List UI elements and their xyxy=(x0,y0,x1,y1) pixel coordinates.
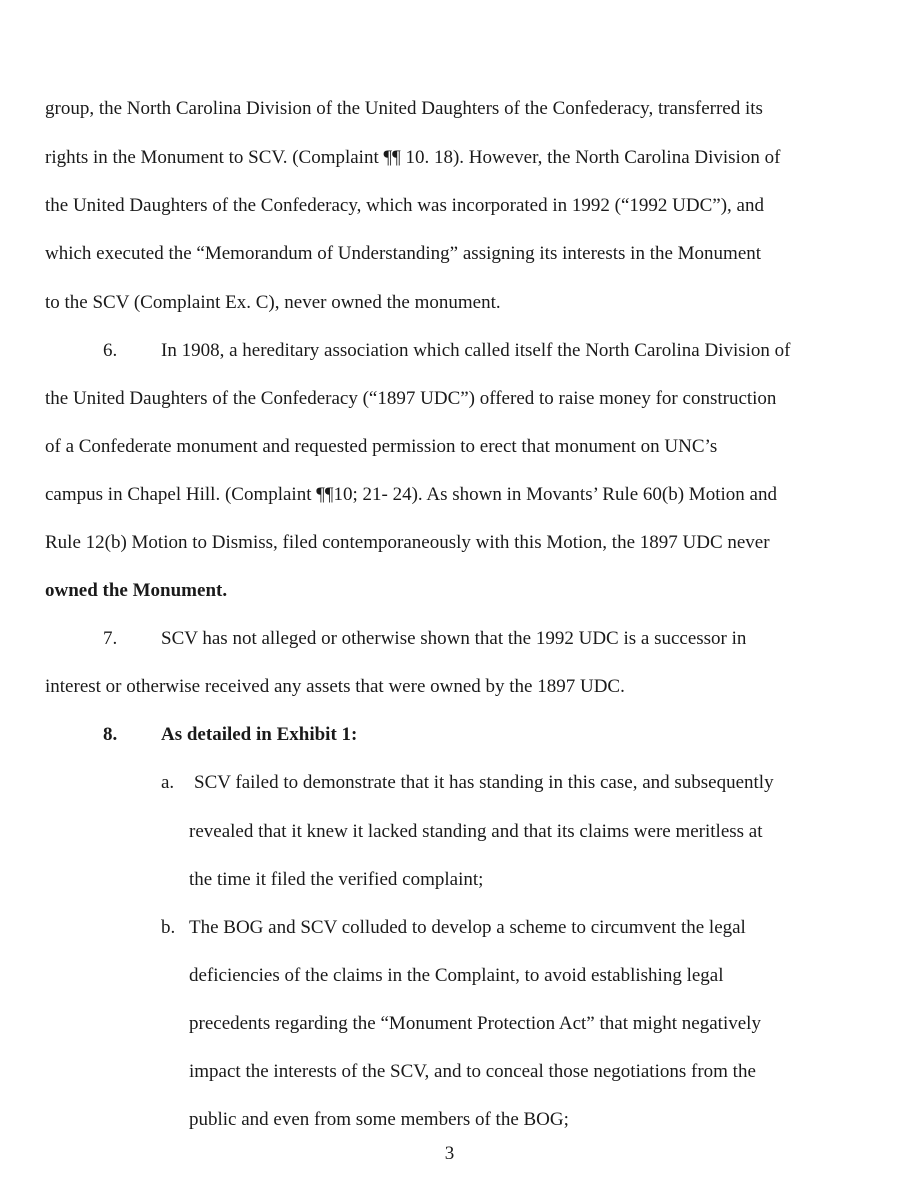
paragraph-line: group, the North Carolina Division of the United Daughters of the Confederacy, transferred its xyxy=(45,98,763,119)
paragraph-number: 6. xyxy=(103,340,118,361)
paragraph-line: which executed the “Memorandum of Understanding” assigning its interests in the Monument xyxy=(45,243,762,264)
list-item-line: deficiencies of the claims in the Complaint, to avoid establishing legal xyxy=(189,965,724,986)
list-item-letter: b. xyxy=(161,917,176,938)
paragraph-number: 8. xyxy=(103,724,118,745)
list-item-line: SCV failed to demonstrate that it has standing in this case, and subsequently xyxy=(194,772,774,793)
list-item-line: precedents regarding the “Monument Protection Act” that might negatively xyxy=(189,1013,761,1034)
paragraph-line: interest or otherwise received any assets that were owned by the 1897 UDC. xyxy=(45,676,625,697)
list-item-line: The BOG and SCV colluded to develop a scheme to circumvent the legal xyxy=(189,917,746,938)
list-item-line: the time it filed the verified complaint; xyxy=(189,869,484,890)
list-item-line: public and even from some members of the BOG; xyxy=(189,1109,569,1130)
paragraph-heading: As detailed in Exhibit 1: xyxy=(161,724,358,745)
list-item-line: impact the interests of the SCV, and to conceal those negotiations from the xyxy=(189,1061,756,1082)
paragraph-line: SCV has not alleged or otherwise shown that the 1992 UDC is a successor in xyxy=(161,628,747,649)
page-number: 3 xyxy=(444,1143,455,1164)
paragraph-line: to the SCV (Complaint Ex. C), never owned the monument. xyxy=(45,292,501,313)
paragraph-line: Rule 12(b) Motion to Dismiss, filed contemporaneously with this Motion, the 1897 UDC never xyxy=(45,532,770,553)
paragraph-line: owned the Monument. xyxy=(45,580,228,601)
paragraph-line: of a Confederate monument and requested permission to erect that monument on UNC’s xyxy=(45,436,718,457)
paragraph-line: the United Daughters of the Confederacy (“1897 UDC”) offered to raise money for construction xyxy=(45,388,777,409)
list-item-line: revealed that it knew it lacked standing and that its claims were meritless at xyxy=(189,821,763,842)
paragraph-line: campus in Chapel Hill. (Complaint ¶¶10; 21- 24). As shown in Movants’ Rule 60(b) Motion and xyxy=(45,484,777,505)
list-item-letter: a. xyxy=(161,772,175,793)
paragraph-number: 7. xyxy=(103,628,118,649)
paragraph-line: the United Daughters of the Confederacy, which was incorporated in 1992 (“1992 UDC”), and xyxy=(45,195,764,216)
paragraph-line: In 1908, a hereditary association which called itself the North Carolina Division of xyxy=(161,340,791,361)
paragraph-line: rights in the Monument to SCV. (Complaint ¶¶ 10. 18). However, the North Carolina Division of xyxy=(45,147,781,168)
